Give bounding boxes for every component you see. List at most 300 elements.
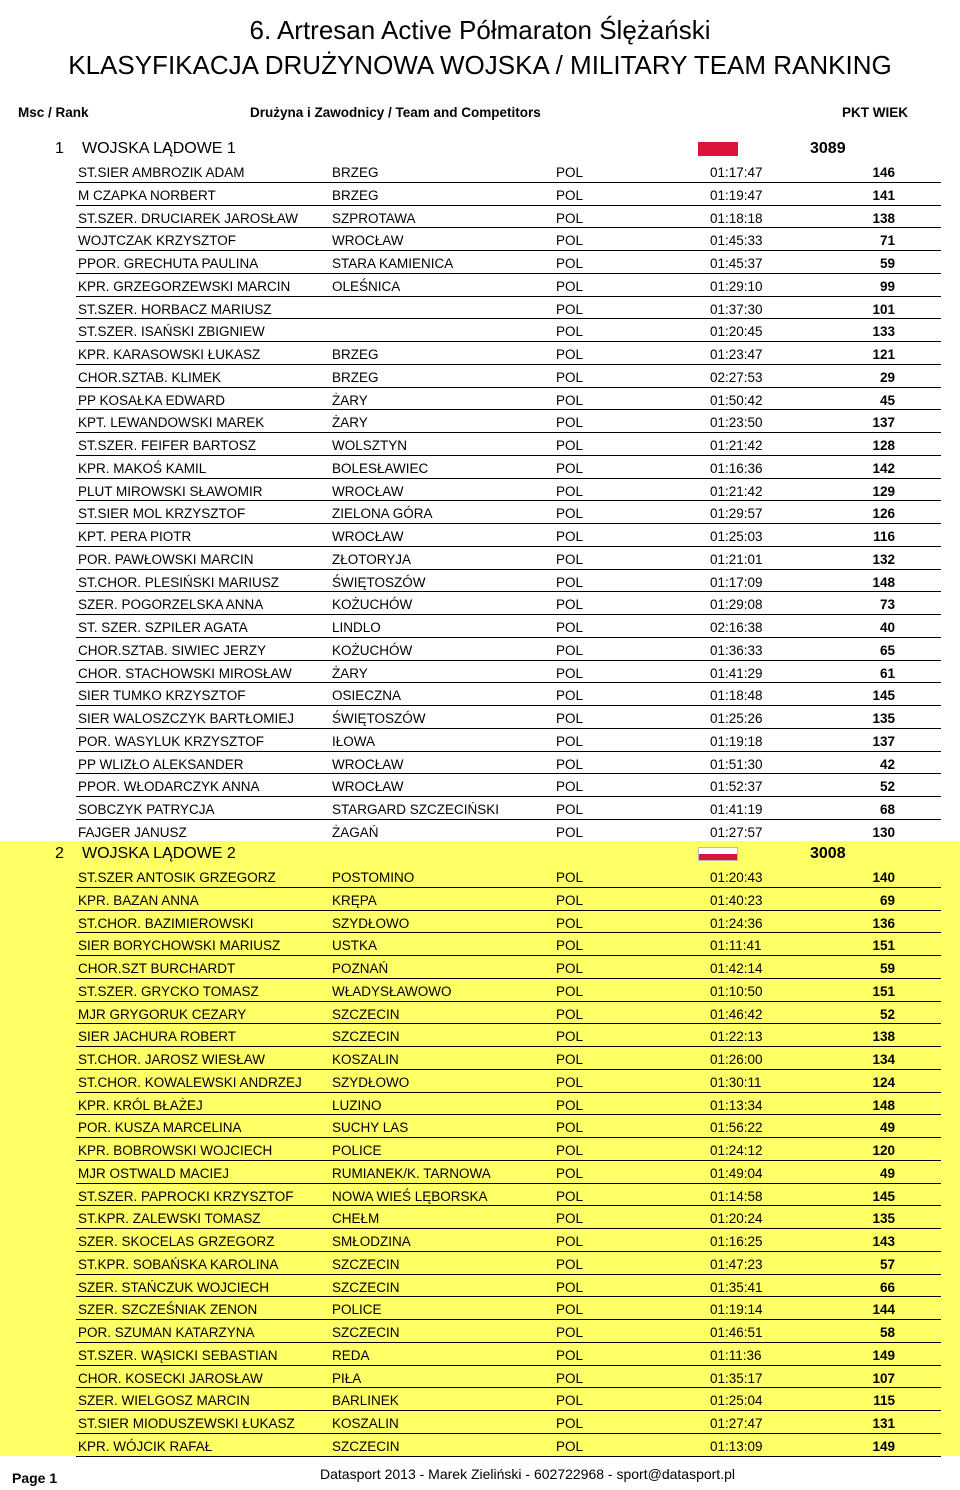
table-row bbox=[76, 1070, 941, 1093]
team-block-2 bbox=[0, 841, 960, 1456]
table-row bbox=[76, 1411, 941, 1434]
competitor-points: 59 bbox=[879, 961, 895, 976]
competitor-points: 131 bbox=[872, 1416, 895, 1431]
table-row bbox=[76, 547, 941, 570]
table-row bbox=[76, 342, 941, 365]
competitor-points: 149 bbox=[872, 1438, 895, 1454]
team-header bbox=[0, 136, 960, 160]
competitor-name: PPOR. GRECHUTA PAULINA bbox=[78, 256, 259, 271]
competitor-points: 151 bbox=[872, 983, 895, 999]
competitor-points: 40 bbox=[879, 620, 895, 635]
competitor-name: ST.CHOR. JAROSZ WIESŁAW bbox=[78, 1052, 266, 1067]
table-row bbox=[76, 933, 941, 956]
competitor-city: KOSZALIN bbox=[332, 1052, 399, 1067]
competitor-nationality: POL bbox=[556, 460, 584, 476]
competitor-city: POZNAŃ bbox=[332, 961, 389, 976]
competitor-city: LUZINO bbox=[332, 1097, 382, 1113]
competitor-nationality: POL bbox=[556, 938, 584, 954]
competitor-city: BRZEG bbox=[332, 369, 379, 385]
competitor-nationality: POL bbox=[556, 1074, 584, 1090]
table-row bbox=[76, 1093, 941, 1116]
competitor-time: 01:17:09 bbox=[710, 574, 763, 590]
competitor-nationality: POL bbox=[556, 1006, 584, 1022]
competitor-name: ST.SZER. PAPROCKI KRZYSZTOF bbox=[78, 1188, 294, 1204]
competitor-city: SZCZECIN bbox=[332, 1438, 400, 1454]
table-row bbox=[76, 1047, 941, 1070]
competitor-name: PPOR. WŁODARCZYK ANNA bbox=[78, 779, 260, 795]
competitor-name: KPR. BOBROWSKI WOJCIECH bbox=[78, 1143, 273, 1158]
competitor-name: PP WLIZŁO ALEKSANDER bbox=[78, 756, 244, 772]
competitor-name: ST.SZER ANTOSIK GRZEGORZ bbox=[78, 870, 276, 885]
table-row bbox=[76, 501, 941, 524]
competitor-nationality: POL bbox=[556, 802, 584, 817]
competitor-city: BRZEG bbox=[332, 165, 379, 180]
competitor-city: STARA KAMIENICA bbox=[332, 256, 454, 271]
competitor-nationality: POL bbox=[556, 1347, 584, 1363]
competitor-time: 01:19:47 bbox=[710, 187, 763, 203]
competitor-city: IŁOWA bbox=[332, 733, 376, 749]
table-row bbox=[76, 410, 941, 433]
competitor-city: ŻARY bbox=[332, 665, 368, 681]
competitor-points: 121 bbox=[872, 347, 895, 362]
competitor-city: KOŻUCHÓW bbox=[332, 642, 413, 658]
competitor-points: 49 bbox=[879, 1120, 895, 1136]
competitor-time: 01:11:36 bbox=[710, 1347, 762, 1363]
page-number: Page 1 bbox=[12, 1470, 58, 1486]
competitor-name: WOJTCZAK KRZYSZTOF bbox=[78, 233, 236, 249]
competitor-city: POSTOMINO bbox=[332, 870, 415, 885]
competitor-city: BARLINEK bbox=[332, 1393, 399, 1409]
competitor-city: NOWA WIEŚ LĘBORSKA bbox=[332, 1188, 488, 1204]
team-header bbox=[0, 841, 960, 865]
competitor-name: SIER WALOSZCZYK BARTŁOMIEJ bbox=[78, 711, 295, 726]
competitor-points: 148 bbox=[872, 1097, 895, 1113]
competitor-points: 134 bbox=[872, 1052, 895, 1067]
competitor-name: CHOR. STACHOWSKI MIROSŁAW bbox=[78, 665, 292, 681]
competitor-city: ŻARY bbox=[332, 392, 368, 408]
table-row bbox=[76, 956, 941, 979]
table-row bbox=[76, 615, 941, 638]
competitor-points: 145 bbox=[872, 688, 895, 704]
table-row bbox=[76, 433, 941, 456]
competitor-name: CHOR.SZTAB. KLIMEK bbox=[78, 369, 222, 385]
table-row bbox=[76, 638, 941, 661]
competitor-nationality: POL bbox=[556, 278, 584, 294]
table-row bbox=[76, 1138, 941, 1161]
competitor-city: WŁADYSŁAWOWO bbox=[332, 983, 452, 999]
table-row bbox=[76, 1297, 941, 1320]
competitor-time: 01:10:50 bbox=[710, 983, 763, 999]
competitor-name: SZER. POGORZELSKA ANNA bbox=[78, 597, 264, 613]
table-row bbox=[76, 1434, 941, 1457]
competitor-time: 01:41:19 bbox=[710, 802, 763, 817]
competitor-time: 01:20:24 bbox=[710, 1211, 763, 1227]
competitor-nationality: POL bbox=[556, 301, 584, 317]
table-row bbox=[76, 365, 941, 388]
competitor-name: ST.SZER. WĄSICKI SEBASTIAN bbox=[78, 1347, 278, 1363]
table-row bbox=[76, 979, 941, 1002]
competitor-time: 01:51:30 bbox=[710, 756, 763, 772]
competitor-points: 99 bbox=[879, 278, 895, 294]
team-name: WOJSKA LĄDOWE 2 bbox=[82, 845, 236, 862]
competitor-name: ST.SZER. ISAŃSKI ZBIGNIEW bbox=[78, 324, 265, 340]
competitor-city: KOSZALIN bbox=[332, 1416, 399, 1431]
competitor-time: 01:42:14 bbox=[710, 961, 763, 976]
competitor-name: SZER. SZCZEŚNIAK ZENON bbox=[78, 1302, 258, 1318]
competitor-time: 01:45:37 bbox=[710, 256, 763, 271]
competitor-time: 01:13:34 bbox=[710, 1097, 763, 1113]
competitor-nationality: POL bbox=[556, 1234, 584, 1249]
table-row bbox=[76, 251, 941, 274]
competitor-points: 146 bbox=[872, 165, 895, 180]
table-row bbox=[76, 1275, 941, 1298]
competitor-points: 73 bbox=[879, 597, 895, 613]
table-row bbox=[76, 865, 941, 888]
table-row bbox=[76, 706, 941, 729]
team-block-1 bbox=[0, 136, 960, 843]
competitor-nationality: POL bbox=[556, 1438, 584, 1454]
competitor-city: CHEŁM bbox=[332, 1211, 380, 1227]
table-row bbox=[76, 1184, 941, 1207]
competitor-name: POR. SZUMAN KATARZYNA bbox=[78, 1325, 255, 1340]
competitor-time: 01:27:57 bbox=[710, 824, 763, 840]
competitor-city: SZYDŁOWO bbox=[332, 915, 410, 931]
competitor-points: 115 bbox=[873, 1393, 895, 1409]
competitor-city: ZIELONA GÓRA bbox=[332, 506, 433, 522]
competitor-name: ST.SZER. GRYCKO TOMASZ bbox=[78, 983, 259, 999]
competitor-time: 01:16:25 bbox=[710, 1234, 763, 1249]
competitor-time: 01:14:58 bbox=[710, 1188, 763, 1204]
competitor-time: 02:16:38 bbox=[710, 620, 763, 635]
competitor-nationality: POL bbox=[556, 1143, 584, 1158]
competitor-city: POLICE bbox=[332, 1143, 382, 1158]
competitor-time: 01:45:33 bbox=[710, 233, 763, 249]
competitor-nationality: POL bbox=[556, 1416, 584, 1431]
competitor-points: 132 bbox=[872, 551, 895, 567]
competitor-nationality: POL bbox=[556, 1120, 584, 1136]
competitor-name: KPR. BAZAN ANNA bbox=[78, 892, 199, 908]
table-row bbox=[76, 1252, 941, 1275]
competitor-time: 01:18:18 bbox=[710, 210, 763, 226]
competitor-points: 52 bbox=[879, 1006, 895, 1022]
competitor-nationality: POL bbox=[556, 665, 584, 681]
table-row bbox=[76, 752, 941, 775]
competitor-name: SIER BORYCHOWSKI MARIUSZ bbox=[78, 938, 281, 954]
competitor-time: 01:41:29 bbox=[710, 665, 763, 681]
competitor-points: 120 bbox=[872, 1143, 895, 1158]
competitor-nationality: POL bbox=[556, 733, 584, 749]
competitor-city: ŻAGAŃ bbox=[332, 824, 379, 840]
column-header-points: PKT WIEK bbox=[842, 105, 908, 120]
competitor-nationality: POL bbox=[556, 233, 584, 249]
competitor-city: SZCZECIN bbox=[332, 1256, 400, 1272]
competitor-name: KPR. KRÓL BŁAŻEJ bbox=[78, 1097, 203, 1113]
competitor-points: 126 bbox=[872, 506, 895, 522]
table-row bbox=[76, 1115, 941, 1138]
competitor-nationality: POL bbox=[556, 210, 584, 226]
competitor-time: 01:26:00 bbox=[710, 1052, 763, 1067]
competitor-time: 01:24:36 bbox=[710, 915, 763, 931]
competitor-nationality: POL bbox=[556, 824, 584, 840]
competitor-city: SZYDŁOWO bbox=[332, 1074, 410, 1090]
competitor-time: 01:29:10 bbox=[710, 278, 763, 294]
competitor-name: ST.SIER AMBROZIK ADAM bbox=[78, 165, 245, 180]
competitor-time: 01:17:47 bbox=[710, 165, 763, 180]
competitor-points: 69 bbox=[879, 892, 895, 908]
competitor-name: SOBCZYK PATRYCJA bbox=[78, 802, 215, 817]
competitor-time: 01:21:01 bbox=[710, 551, 763, 567]
competitor-city: ŚWIĘTOSZÓW bbox=[332, 711, 426, 726]
competitor-name: MJR OSTWALD MACIEJ bbox=[78, 1165, 230, 1181]
table-row bbox=[76, 1320, 941, 1343]
competitor-points: 52 bbox=[879, 779, 895, 795]
column-header-rank: Msc / Rank bbox=[18, 105, 89, 120]
competitor-city: ZŁOTORYJA bbox=[332, 551, 412, 567]
competitor-time: 01:35:41 bbox=[710, 1279, 763, 1295]
competitor-time: 01:21:42 bbox=[710, 483, 763, 499]
competitor-nationality: POL bbox=[556, 551, 584, 567]
competitor-nationality: POL bbox=[556, 1097, 584, 1113]
table-row bbox=[76, 1206, 941, 1229]
team-name: WOJSKA LĄDOWE 1 bbox=[82, 140, 236, 157]
competitor-points: 29 bbox=[879, 369, 895, 385]
competitor-city: BOLESŁAWIEC bbox=[332, 460, 429, 476]
competitor-time: 01:56:22 bbox=[710, 1120, 763, 1136]
competitor-time: 01:20:45 bbox=[710, 324, 763, 340]
competitor-name: ST.SIER MOL KRZYSZTOF bbox=[78, 506, 246, 522]
table-row bbox=[76, 1229, 941, 1252]
competitor-nationality: POL bbox=[556, 711, 584, 726]
competitor-city: SZCZECIN bbox=[332, 1029, 400, 1045]
competitor-nationality: POL bbox=[556, 1302, 584, 1318]
competitor-points: 45 bbox=[879, 392, 895, 408]
competitor-name: ST. SZER. SZPILER AGATA bbox=[78, 620, 248, 635]
competitor-points: 142 bbox=[872, 460, 895, 476]
competitor-points: 49 bbox=[879, 1165, 895, 1181]
competitor-points: 138 bbox=[872, 210, 895, 226]
competitor-nationality: POL bbox=[556, 870, 584, 885]
competitor-name: KPR. MAKOŚ KAMIL bbox=[78, 460, 207, 476]
competitor-nationality: POL bbox=[556, 256, 584, 271]
competitor-time: 01:40:23 bbox=[710, 892, 763, 908]
competitor-points: 107 bbox=[872, 1370, 895, 1386]
competitor-points: 148 bbox=[872, 574, 895, 590]
competitor-points: 141 bbox=[872, 187, 895, 203]
competitor-nationality: POL bbox=[556, 483, 584, 499]
competitor-city: LINDLO bbox=[332, 620, 381, 635]
competitor-name: PLUT MIROWSKI SŁAWOMIR bbox=[78, 483, 263, 499]
table-row bbox=[76, 274, 941, 297]
competitor-name: SZER. SKOCELAS GRZEGORZ bbox=[78, 1234, 275, 1249]
competitor-name: ST.SZER. HORBACZ MARIUSZ bbox=[78, 301, 272, 317]
competitor-name: ST.KPR. ZALEWSKI TOMASZ bbox=[78, 1211, 261, 1227]
competitor-city: USTKA bbox=[332, 938, 378, 954]
competitor-points: 116 bbox=[873, 529, 895, 544]
competitor-name: KPT. LEWANDOWSKI MAREK bbox=[78, 415, 265, 431]
competitor-time: 01:29:57 bbox=[710, 506, 763, 522]
competitor-nationality: POL bbox=[556, 1279, 584, 1295]
competitor-points: 144 bbox=[872, 1302, 895, 1318]
competitor-time: 02:27:53 bbox=[710, 369, 763, 385]
competitor-nationality: POL bbox=[556, 1393, 584, 1409]
competitor-points: 61 bbox=[879, 665, 895, 681]
competitor-points: 140 bbox=[872, 870, 895, 885]
table-row bbox=[76, 570, 941, 593]
competitor-points: 57 bbox=[879, 1256, 895, 1272]
competitor-nationality: POL bbox=[556, 620, 584, 635]
table-row bbox=[76, 820, 941, 843]
competitor-time: 01:36:33 bbox=[710, 642, 763, 658]
poland-flag-icon bbox=[698, 142, 738, 156]
team-rank: 2 bbox=[55, 845, 64, 862]
competitor-time: 01:13:09 bbox=[710, 1438, 763, 1454]
competitor-points: 133 bbox=[872, 324, 895, 340]
competitor-name: ST.SZER. DRUCIAREK JAROSŁAW bbox=[78, 210, 299, 226]
competitor-city: BRZEG bbox=[332, 347, 379, 362]
table-row bbox=[76, 456, 941, 479]
table-row bbox=[76, 1002, 941, 1025]
competitor-city: WROCŁAW bbox=[332, 529, 404, 544]
competitor-city: SUCHY LAS bbox=[332, 1120, 409, 1136]
competitor-time: 01:30:11 bbox=[710, 1074, 762, 1090]
competitor-time: 01:46:42 bbox=[710, 1006, 763, 1022]
competitor-nationality: POL bbox=[556, 415, 584, 431]
competitor-name: ST.KPR. SOBAŃSKA KAROLINA bbox=[78, 1256, 279, 1272]
competitor-points: 71 bbox=[879, 233, 895, 249]
table-row bbox=[76, 1388, 941, 1411]
competitor-nationality: POL bbox=[556, 1370, 584, 1386]
table-row bbox=[76, 388, 941, 411]
competitor-nationality: POL bbox=[556, 642, 584, 658]
competitor-city: WROCŁAW bbox=[332, 483, 404, 499]
competitor-points: 42 bbox=[879, 756, 895, 772]
competitor-nationality: POL bbox=[556, 892, 584, 908]
competitor-city: POLICE bbox=[332, 1302, 382, 1318]
competitor-time: 01:16:36 bbox=[710, 460, 763, 476]
competitor-city: SZCZECIN bbox=[332, 1006, 400, 1022]
competitor-nationality: POL bbox=[556, 1256, 584, 1272]
competitor-city: WROCŁAW bbox=[332, 779, 404, 795]
competitor-nationality: POL bbox=[556, 779, 584, 795]
table-row bbox=[76, 1024, 941, 1047]
team-total-points: 3008 bbox=[810, 845, 846, 862]
competitor-name: CHOR.SZT BURCHARDT bbox=[78, 961, 236, 976]
competitor-city: SZCZECIN bbox=[332, 1325, 400, 1340]
competitor-points: 129 bbox=[872, 483, 895, 499]
competitor-time: 01:21:42 bbox=[710, 438, 763, 453]
competitor-nationality: POL bbox=[556, 1029, 584, 1045]
competitor-city: SZCZECIN bbox=[332, 1279, 400, 1295]
competitor-time: 01:24:12 bbox=[710, 1143, 763, 1158]
competitor-time: 01:47:23 bbox=[710, 1256, 763, 1272]
competitor-name: KPR. GRZEGORZEWSKI MARCIN bbox=[78, 278, 291, 294]
table-row bbox=[76, 683, 941, 706]
competitor-points: 128 bbox=[872, 438, 895, 453]
table-row bbox=[76, 524, 941, 547]
competitor-points: 136 bbox=[872, 915, 895, 931]
competitor-list bbox=[0, 865, 960, 1457]
competitor-time: 01:25:03 bbox=[710, 529, 763, 544]
competitor-time: 01:25:04 bbox=[710, 1393, 763, 1409]
competitor-nationality: POL bbox=[556, 983, 584, 999]
table-row bbox=[76, 1161, 941, 1184]
competitor-time: 01:19:18 bbox=[710, 733, 763, 749]
competitor-nationality: POL bbox=[556, 915, 584, 931]
table-row bbox=[76, 160, 941, 183]
competitor-city: ŻARY bbox=[332, 415, 368, 431]
team-total-points: 3089 bbox=[810, 140, 846, 157]
competitor-time: 01:22:13 bbox=[710, 1029, 763, 1045]
competitor-nationality: POL bbox=[556, 392, 584, 408]
competitor-nationality: POL bbox=[556, 438, 584, 453]
table-row bbox=[76, 729, 941, 752]
competitor-name: ST.CHOR. BAZIMIEROWSKI bbox=[78, 915, 254, 931]
competitor-points: 59 bbox=[879, 256, 895, 271]
competitor-city: WROCŁAW bbox=[332, 756, 404, 772]
table-row bbox=[76, 1343, 941, 1366]
competitor-name: ST.SZER. FEIFER BARTOSZ bbox=[78, 438, 257, 453]
competitor-name: KPR. WÓJCIK RAFAŁ bbox=[78, 1438, 213, 1454]
table-row bbox=[76, 183, 941, 206]
competitor-name: MJR GRYGORUK CEZARY bbox=[78, 1006, 247, 1022]
competitor-time: 01:23:47 bbox=[710, 347, 763, 362]
competitor-time: 01:25:26 bbox=[710, 711, 763, 726]
competitor-points: 137 bbox=[872, 733, 895, 749]
competitor-time: 01:20:43 bbox=[710, 870, 763, 885]
poland-flag-icon bbox=[698, 847, 738, 861]
competitor-time: 01:29:08 bbox=[710, 597, 763, 613]
competitor-name: PP KOSAŁKA EDWARD bbox=[78, 392, 226, 408]
page-title: 6. Artresan Active Półmaraton Ślężański bbox=[249, 15, 711, 45]
competitor-points: 124 bbox=[872, 1074, 895, 1090]
competitor-points: 135 bbox=[872, 1211, 895, 1227]
competitor-points: 66 bbox=[879, 1279, 895, 1295]
table-row bbox=[76, 797, 941, 820]
table-row bbox=[76, 206, 941, 229]
competitor-nationality: POL bbox=[556, 187, 584, 203]
competitor-city: SMŁODZINA bbox=[332, 1234, 411, 1249]
competitor-time: 01:19:14 bbox=[710, 1302, 763, 1318]
competitor-nationality: POL bbox=[556, 324, 584, 340]
competitor-city: RUMIANEK/K. TARNOWA bbox=[332, 1165, 491, 1181]
competitor-nationality: POL bbox=[556, 756, 584, 772]
competitor-nationality: POL bbox=[556, 506, 584, 522]
competitor-name: KPR. KARASOWSKI ŁUKASZ bbox=[78, 347, 261, 362]
competitor-city: SZPROTAWA bbox=[332, 210, 416, 226]
table-row bbox=[76, 888, 941, 911]
competitor-city: REDA bbox=[332, 1347, 370, 1363]
competitor-time: 01:46:51 bbox=[710, 1325, 763, 1340]
competitor-points: 137 bbox=[872, 415, 895, 431]
competitor-name: POR. WASYLUK KRZYSZTOF bbox=[78, 733, 265, 749]
competitor-points: 151 bbox=[872, 938, 895, 954]
competitor-time: 01:37:30 bbox=[710, 301, 763, 317]
competitor-nationality: POL bbox=[556, 369, 584, 385]
competitor-nationality: POL bbox=[556, 688, 584, 704]
competitor-nationality: POL bbox=[556, 961, 584, 976]
page-subtitle: KLASYFIKACJA DRUŻYNOWA WOJSKA / MILITARY TEAM RANKING bbox=[68, 50, 892, 80]
competitor-points: 135 bbox=[872, 711, 895, 726]
competitor-points: 101 bbox=[872, 301, 895, 317]
footer-credit: Datasport 2013 - Marek Zieliński - 602722968 - sport@datasport.pl bbox=[320, 1466, 735, 1482]
competitor-name: SZER. STAŃCZUK WOJCIECH bbox=[78, 1279, 270, 1295]
competitor-nationality: POL bbox=[556, 597, 584, 613]
competitor-list bbox=[0, 160, 960, 843]
competitor-name: CHOR. KOSECKI JAROSŁAW bbox=[78, 1370, 263, 1386]
competitor-points: 143 bbox=[872, 1234, 895, 1249]
competitor-nationality: POL bbox=[556, 1052, 584, 1067]
competitor-name: SIER JACHURA ROBERT bbox=[78, 1029, 237, 1045]
